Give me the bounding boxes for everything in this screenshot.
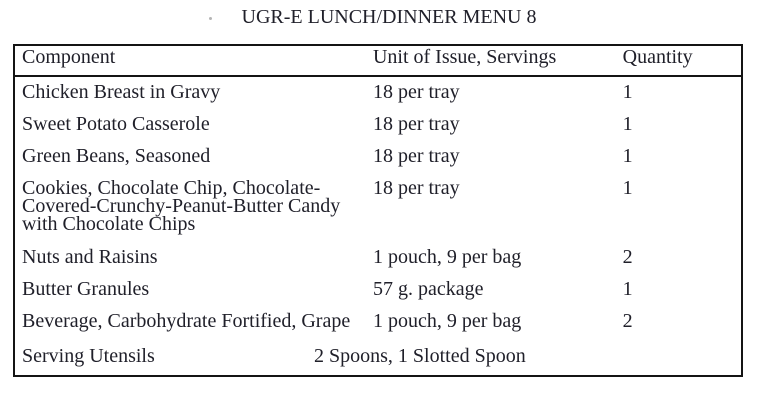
header-row <box>14 45 742 76</box>
component-cell: Chicken Breast in Gravy <box>22 81 221 103</box>
table-row <box>14 173 742 242</box>
table-row <box>14 306 742 338</box>
serving-utensils-cell <box>14 338 742 376</box>
unit-cell: 57 g. package <box>372 278 484 300</box>
serving-utensils-label: Serving Utensils <box>22 345 155 367</box>
quantity-cell: 2 <box>622 246 633 268</box>
component-cell: Butter Granules <box>22 278 150 300</box>
unit-cell: 1 pouch, 9 per bag <box>372 310 522 332</box>
quantity-cell: 1 <box>622 177 633 199</box>
table-row <box>14 242 742 274</box>
stray-mark <box>209 17 212 20</box>
unit-cell: 1 pouch, 9 per bag <box>372 246 522 268</box>
serving-utensils-row <box>14 338 742 376</box>
table-row <box>14 274 742 306</box>
table-row <box>14 141 742 173</box>
col-header-unit: Unit of Issue, Servings <box>366 45 616 76</box>
quantity-cell: 1 <box>622 81 633 103</box>
col-header-quantity: Quantity <box>616 45 742 76</box>
component-cell: Cookies, Chocolate Chip, Chocolate-Covered-Crunchy-Peanut-Butter Candy with Chocolate Chips <box>22 177 341 235</box>
component-cell: Nuts and Raisins <box>22 246 158 268</box>
quantity-cell: 2 <box>622 310 633 332</box>
unit-cell: 18 per tray <box>372 177 460 199</box>
table-row <box>14 76 742 109</box>
quantity-cell: 1 <box>622 145 633 167</box>
component-cell: Beverage, Carbohydrate Fortified, Grape <box>22 310 351 332</box>
unit-cell: 18 per tray <box>372 81 460 103</box>
component-cell: Green Beans, Seasoned <box>22 145 211 167</box>
quantity-cell: 1 <box>622 278 633 300</box>
serving-utensils-value: 2 Spoons, 1 Slotted Spoon <box>314 345 526 367</box>
unit-cell: 18 per tray <box>372 145 460 167</box>
quantity-cell: 1 <box>622 113 633 135</box>
unit-cell: 18 per tray <box>372 113 460 135</box>
table-row <box>14 109 742 141</box>
component-cell: Sweet Potato Casserole <box>22 113 210 135</box>
menu-table <box>13 44 743 377</box>
page-title: UGR-E LUNCH/DINNER MENU 8 <box>241 6 537 28</box>
col-header-component: Component <box>14 45 366 76</box>
